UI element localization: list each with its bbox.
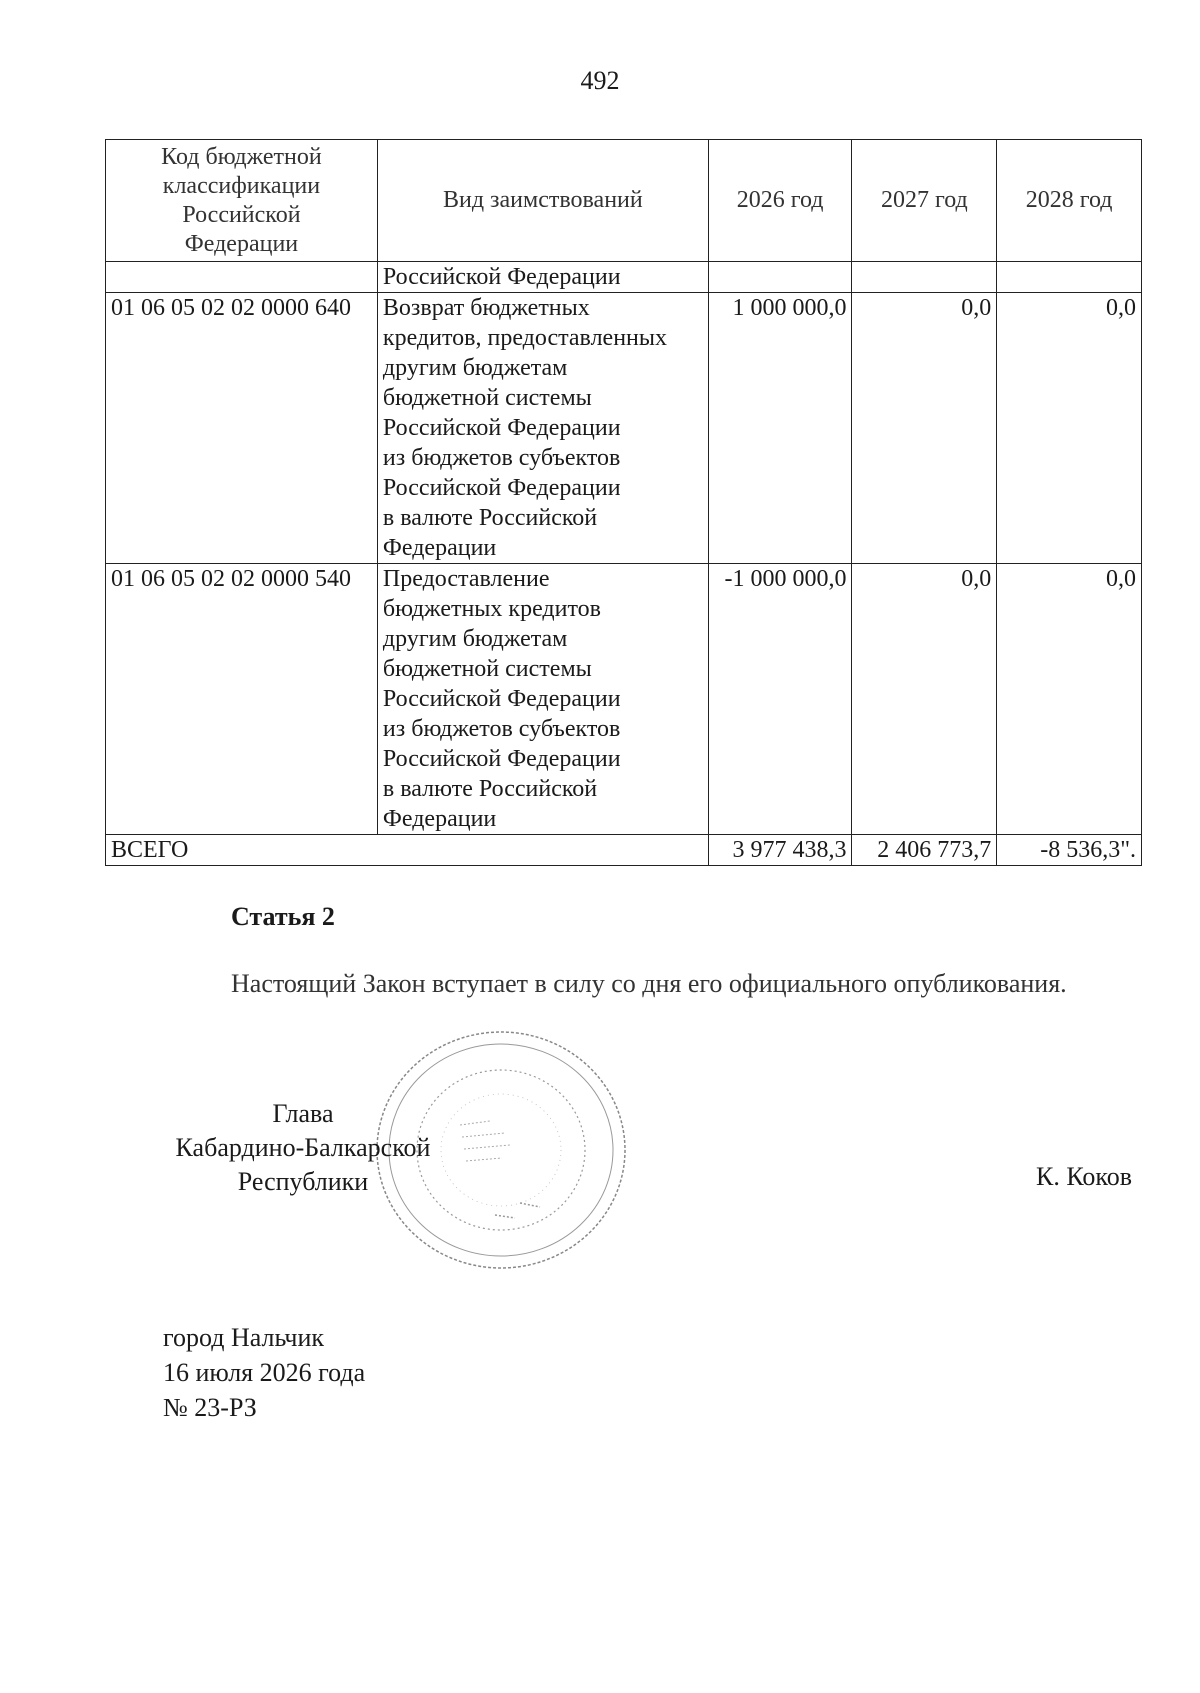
signer-title-line: Глава (272, 1099, 334, 1128)
desc-line: бюджетной системы (382, 385, 592, 411)
header-code-line: классификации (162, 172, 321, 199)
header-2026: 2026 год (708, 140, 852, 262)
borrowings-table (105, 139, 1142, 866)
row-description (377, 293, 708, 564)
total-2027: 2 406 773,7 (852, 835, 997, 866)
desc-line: в валюте Российской (382, 505, 598, 531)
article-text: Настоящий Закон вступает в силу со дня его официального опубликования. (231, 969, 1067, 998)
table-header-row (106, 140, 1142, 262)
desc-line: из бюджетов субъектов (382, 445, 621, 471)
row-code: 01 06 05 02 02 0000 640 (106, 293, 378, 564)
desc-line: кредитов, предоставленных (382, 325, 668, 351)
header-type: Вид заимствований (377, 140, 708, 262)
header-2027: 2027 год (852, 140, 997, 262)
row-description (377, 564, 708, 835)
row-value-2028: 0,0 (997, 564, 1142, 835)
header-2028: 2028 год (997, 140, 1142, 262)
signer-title-line: Республики (237, 1167, 369, 1196)
row-value-2027: 0,0 (852, 293, 997, 564)
desc-line: Федерации (382, 535, 497, 561)
table-row (106, 564, 1142, 835)
article-title: Статья 2 (231, 902, 335, 931)
total-2028: -8 536,3". (997, 835, 1142, 866)
row-value-2028: 0,0 (997, 293, 1142, 564)
desc-line: из бюджетов субъектов (382, 716, 621, 742)
desc-line: бюджетных кредитов (382, 596, 601, 622)
row-value-2027: 0,0 (852, 564, 997, 835)
row-value-2026: 1 000 000,0 (708, 293, 852, 564)
header-code-line: Код бюджетной (161, 143, 322, 170)
signer-title-line: Кабардино-Балкарской (175, 1133, 431, 1162)
total-label: ВСЕГО (106, 835, 709, 866)
table-row-total (106, 835, 1142, 866)
footer-details (163, 1320, 365, 1425)
header-code-line: Федерации (184, 230, 299, 257)
footer-date: 16 июля 2026 года (163, 1358, 366, 1387)
signer-name: К. Коков (1036, 1162, 1132, 1191)
desc-line: Возврат бюджетных (382, 295, 590, 321)
table-row-continuation (106, 262, 1142, 293)
desc-line: другим бюджетам (382, 626, 568, 652)
desc-line: другим бюджетам (382, 355, 568, 381)
desc-line: Федерации (382, 806, 497, 832)
desc-line: Российской Федерации (382, 686, 621, 712)
row-value-2026: -1 000 000,0 (708, 564, 852, 835)
desc-line: Предоставление (382, 566, 550, 592)
header-code (106, 140, 378, 262)
row-code: 01 06 05 02 02 0000 540 (106, 564, 378, 835)
desc-line: Российской Федерации (382, 475, 621, 501)
desc-line: бюджетной системы (382, 656, 592, 682)
signer-title (158, 1097, 448, 1199)
page-number: 492 (580, 66, 620, 95)
desc-line: Российской Федерации (382, 746, 621, 772)
table-row (106, 293, 1142, 564)
desc-line: в валюте Российской (382, 776, 598, 802)
footer-city: город Нальчик (163, 1323, 325, 1352)
continuation-text: Российской Федерации (377, 262, 708, 293)
footer-law-number: № 23-РЗ (163, 1393, 257, 1422)
total-2026: 3 977 438,3 (708, 835, 852, 866)
header-code-line: Российской (182, 201, 301, 228)
desc-line: Российской Федерации (382, 415, 621, 441)
